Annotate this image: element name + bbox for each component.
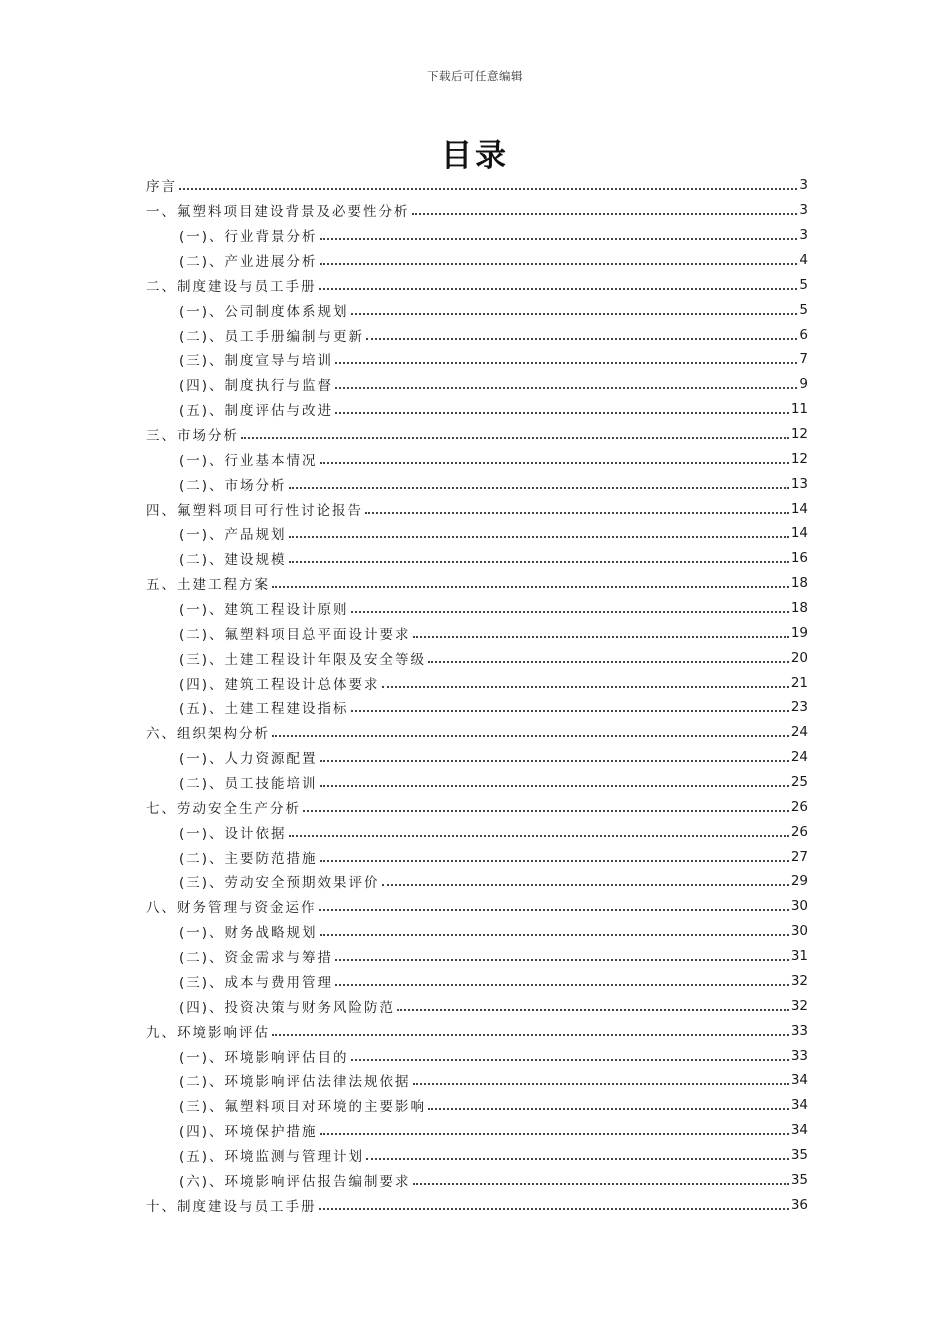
toc-page-number: 33 xyxy=(790,1047,808,1064)
toc-entry[interactable] xyxy=(146,223,808,248)
toc-entry-label: (一)、环境影响评估目的 xyxy=(179,1049,349,1066)
toc-page-number: 34 xyxy=(790,1097,808,1114)
toc-dot-leader xyxy=(272,735,789,737)
toc-entry[interactable] xyxy=(146,844,808,869)
page-title: 目录 xyxy=(441,138,509,174)
toc-entry-label: (二)、氟塑料项目总平面设计要求 xyxy=(179,626,411,643)
toc-entry[interactable] xyxy=(146,1167,808,1192)
toc-entry-label: (五)、土建工程建设指标 xyxy=(179,701,349,718)
toc-entry[interactable] xyxy=(146,496,808,521)
toc-entry-label: (二)、员工技能培训 xyxy=(179,776,318,793)
toc-entry-label: (二)、环境影响评估法律法规依据 xyxy=(179,1074,411,1091)
toc-dot-leader xyxy=(289,835,789,837)
toc-dot-leader xyxy=(320,934,789,936)
toc-entry-label: 三、市场分析 xyxy=(146,428,239,445)
toc-entry[interactable] xyxy=(146,993,808,1018)
toc-entry[interactable] xyxy=(146,1043,808,1068)
toc-dot-leader xyxy=(320,462,789,464)
toc-dot-leader xyxy=(335,984,789,986)
toc-dot-leader xyxy=(179,188,797,190)
toc-entry[interactable] xyxy=(146,944,808,969)
toc-entry-label: (三)、制度宣导与培训 xyxy=(179,353,334,370)
toc-page-number: 5 xyxy=(799,301,808,318)
toc-entry-label: (四)、投资决策与财务风险防范 xyxy=(179,999,396,1016)
toc-page-number: 20 xyxy=(790,649,808,666)
toc-entry-label: 五、土建工程方案 xyxy=(146,577,270,594)
toc-page-number: 29 xyxy=(790,873,808,890)
toc-entry-label: 序言 xyxy=(146,179,177,196)
toc-dot-leader xyxy=(413,1083,789,1085)
toc-entry-label: (二)、市场分析 xyxy=(179,477,287,494)
toc-entry-label: (五)、制度评估与改进 xyxy=(179,403,334,420)
toc-entry[interactable] xyxy=(146,546,808,571)
toc-dot-leader xyxy=(320,238,798,240)
toc-page-number: 21 xyxy=(790,674,808,691)
toc-entry[interactable] xyxy=(146,1143,808,1168)
toc-entry-label: (一)、人力资源配置 xyxy=(179,751,318,768)
toc-page-number: 24 xyxy=(790,749,808,766)
toc-dot-leader xyxy=(320,263,798,265)
toc-entry-label: (一)、行业基本情况 xyxy=(179,452,318,469)
toc-entry[interactable] xyxy=(146,347,808,372)
toc-entry-label: 七、劳动安全生产分析 xyxy=(146,800,301,817)
toc-entry-label: 六、组织架构分析 xyxy=(146,726,270,743)
toc-entry-label: (二)、员工手册编制与更新 xyxy=(179,328,365,345)
toc-entry-label: (一)、财务战略规划 xyxy=(179,925,318,942)
toc-entry[interactable] xyxy=(146,745,808,770)
toc-entry[interactable] xyxy=(146,422,808,447)
toc-entry[interactable] xyxy=(146,397,808,422)
toc-page-number: 14 xyxy=(790,500,808,517)
toc-entry-label: (三)、土建工程设计年限及安全等级 xyxy=(179,651,427,668)
toc-dot-leader xyxy=(397,1009,789,1011)
toc-entry-label: (三)、氟塑料项目对环境的主要影响 xyxy=(179,1099,427,1116)
toc-page-number: 7 xyxy=(799,351,808,368)
toc-page-number: 34 xyxy=(790,1122,808,1139)
toc-entry[interactable] xyxy=(146,770,808,795)
toc-entry[interactable] xyxy=(146,670,808,695)
toc-entry[interactable] xyxy=(146,198,808,223)
toc-dot-leader xyxy=(351,611,789,613)
toc-entry[interactable] xyxy=(146,272,808,297)
toc-entry-label: (一)、设计依据 xyxy=(179,825,287,842)
toc-dot-leader xyxy=(335,362,797,364)
toc-entry[interactable] xyxy=(146,819,808,844)
toc-entry-label: (二)、产业进展分析 xyxy=(179,254,318,270)
toc-page-number: 6 xyxy=(799,326,808,343)
toc-dot-leader xyxy=(351,1059,789,1061)
toc-entry-label: (六)、环境影响评估报告编制要求 xyxy=(179,1173,411,1190)
toc-entry[interactable] xyxy=(146,571,808,596)
toc-entry[interactable] xyxy=(146,1018,808,1043)
toc-entry-label: (一)、建筑工程设计原则 xyxy=(179,602,349,619)
toc-page-number: 34 xyxy=(790,1072,808,1089)
toc-entry-label: (四)、制度执行与监督 xyxy=(179,378,334,395)
toc-entry[interactable] xyxy=(146,297,808,322)
toc-dot-leader xyxy=(320,860,789,862)
toc-page-number: 3 xyxy=(799,177,808,194)
toc-entry[interactable] xyxy=(146,1118,808,1143)
toc-entry-label: (一)、公司制度体系规划 xyxy=(179,303,349,320)
toc-entry[interactable] xyxy=(146,869,808,894)
toc-entry[interactable] xyxy=(146,322,808,347)
toc-page-number: 11 xyxy=(790,401,808,418)
toc-dot-leader xyxy=(351,313,798,315)
toc-page-number: 4 xyxy=(799,252,808,268)
toc-page-number: 24 xyxy=(790,724,808,741)
toc-entry-label: (二)、主要防范措施 xyxy=(179,850,318,867)
toc-page-number: 33 xyxy=(790,1022,808,1039)
toc-dot-leader xyxy=(241,437,789,439)
table-of-contents xyxy=(146,173,808,1217)
toc-dot-leader xyxy=(289,536,789,538)
toc-page-number: 12 xyxy=(790,450,808,467)
toc-page-number: 3 xyxy=(799,202,808,219)
toc-dot-leader xyxy=(413,636,789,638)
toc-page-number: 23 xyxy=(790,699,808,716)
toc-page-number: 18 xyxy=(790,600,808,617)
toc-entry-label: (二)、资金需求与筹措 xyxy=(179,950,334,967)
toc-page-number: 26 xyxy=(790,823,808,840)
toc-entry[interactable] xyxy=(146,1093,808,1118)
toc-page-number: 12 xyxy=(790,426,808,443)
toc-page-number: 31 xyxy=(790,948,808,965)
toc-entry-label: (二)、建设规模 xyxy=(179,552,287,569)
toc-entry-label: 一、氟塑料项目建设背景及必要性分析 xyxy=(146,204,410,221)
toc-entry[interactable] xyxy=(146,173,808,198)
toc-dot-leader xyxy=(366,1158,789,1160)
toc-entry-label: (一)、产品规划 xyxy=(179,527,287,544)
toc-dot-leader xyxy=(335,959,789,961)
toc-dot-leader xyxy=(320,1133,789,1135)
toc-entry[interactable] xyxy=(146,521,808,546)
toc-entry-label: (三)、劳动安全预期效果评价 xyxy=(179,875,380,892)
toc-entry-label: 九、环境影响评估 xyxy=(146,1024,270,1041)
toc-page-number: 32 xyxy=(790,972,808,989)
header-note: 下载后可任意编辑 xyxy=(427,69,523,83)
toc-dot-leader xyxy=(366,338,797,340)
toc-page-number: 35 xyxy=(790,1146,808,1163)
toc-dot-leader xyxy=(289,487,789,489)
toc-page-number: 32 xyxy=(790,997,808,1014)
toc-entry[interactable] xyxy=(146,695,808,720)
toc-entry[interactable] xyxy=(146,720,808,745)
toc-entry[interactable] xyxy=(146,471,808,496)
toc-entry[interactable] xyxy=(146,969,808,994)
toc-dot-leader xyxy=(272,586,789,588)
toc-page-number: 3 xyxy=(799,227,808,244)
toc-entry[interactable] xyxy=(146,919,808,944)
toc-dot-leader xyxy=(351,710,789,712)
toc-entry-label: 八、财务管理与资金运作 xyxy=(146,900,317,917)
toc-page-number: 30 xyxy=(790,898,808,915)
toc-dot-leader xyxy=(335,387,797,389)
toc-page-number: 30 xyxy=(790,923,808,940)
toc-page-number: 13 xyxy=(790,475,808,492)
toc-dot-leader xyxy=(319,288,798,290)
toc-entry[interactable] xyxy=(146,1068,808,1093)
toc-dot-leader xyxy=(335,412,789,414)
toc-dot-leader xyxy=(319,1208,789,1210)
toc-dot-leader xyxy=(272,1034,789,1036)
toc-dot-leader xyxy=(412,213,798,215)
toc-dot-leader xyxy=(428,661,789,663)
toc-page-number: 14 xyxy=(790,525,808,542)
toc-dot-leader xyxy=(382,884,789,886)
toc-entry-label: 四、氟塑料项目可行性讨论报告 xyxy=(146,502,363,519)
toc-entry[interactable] xyxy=(146,620,808,645)
toc-page-number: 19 xyxy=(790,624,808,641)
toc-dot-leader xyxy=(319,909,789,911)
toc-entry[interactable] xyxy=(146,1192,808,1217)
toc-dot-leader xyxy=(382,686,789,688)
toc-entry[interactable] xyxy=(146,645,808,670)
toc-page-number: 36 xyxy=(790,1196,808,1213)
toc-dot-leader xyxy=(365,512,789,514)
toc-dot-leader xyxy=(320,785,789,787)
toc-entry-label: (四)、环境保护措施 xyxy=(179,1124,318,1141)
toc-entry-label: (四)、建筑工程设计总体要求 xyxy=(179,676,380,693)
toc-dot-leader xyxy=(289,561,789,563)
toc-dot-leader xyxy=(413,1183,789,1185)
toc-page-number: 16 xyxy=(790,550,808,567)
toc-page-number: 5 xyxy=(799,276,808,293)
toc-dot-leader xyxy=(428,1108,789,1110)
toc-entry-label: (一)、行业背景分析 xyxy=(179,229,318,246)
toc-page-number: 35 xyxy=(790,1171,808,1188)
toc-entry-label: (五)、环境监测与管理计划 xyxy=(179,1148,365,1165)
toc-entry[interactable] xyxy=(146,248,808,273)
toc-page-number: 25 xyxy=(790,774,808,791)
toc-entry[interactable] xyxy=(146,794,808,819)
toc-dot-leader xyxy=(303,810,789,812)
toc-page-number: 27 xyxy=(790,848,808,865)
toc-entry-label: 二、制度建设与员工手册 xyxy=(146,278,317,295)
toc-entry[interactable] xyxy=(146,372,808,397)
toc-page-number: 9 xyxy=(799,376,808,393)
toc-entry[interactable] xyxy=(146,894,808,919)
toc-page-number: 26 xyxy=(790,798,808,815)
toc-page-number: 18 xyxy=(790,575,808,592)
toc-entry-label: (三)、成本与费用管理 xyxy=(179,974,334,991)
toc-entry[interactable] xyxy=(146,596,808,621)
toc-entry[interactable] xyxy=(146,446,808,471)
toc-dot-leader xyxy=(320,760,789,762)
toc-entry-label: 十、制度建设与员工手册 xyxy=(146,1198,317,1215)
